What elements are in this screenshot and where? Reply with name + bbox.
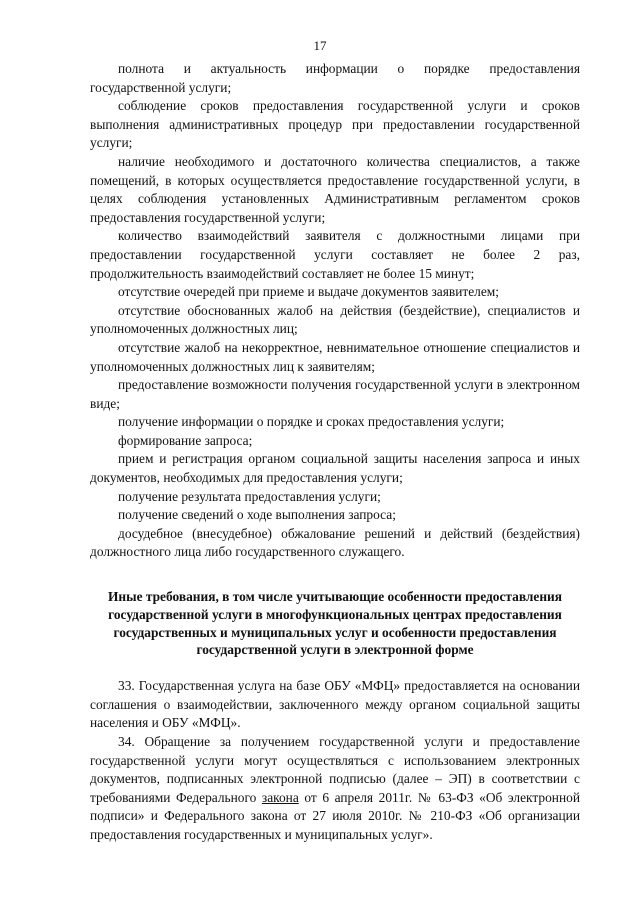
list-item: прием и регистрация органом социальной защиты населения запроса и иных документов, необходимых для предоставления услуги;: [90, 451, 580, 486]
list-item: отсутствие жалоб на некорректное, невнимательное отношение специалистов и уполномоченных должностных лиц к заявителям;: [90, 339, 580, 374]
list-item: отсутствие очередей при приеме и выдаче документов заявителем;: [118, 284, 499, 300]
page-number: 17: [313, 38, 327, 53]
paragraph-34: [90, 733, 580, 845]
document-body: [90, 60, 580, 845]
list-item: количество взаимодействий заявителя с должностными лицами при предоставлении государственной услуги составляет не более 2 раз, продолжительность взаимодействий составляет не более 15 минут;: [90, 228, 580, 281]
list-item: получение результата предоставления услуги;: [118, 488, 381, 504]
list-item: досудебное (внесудебное) обжалование решений и действий (бездействия) должностного лица либо государственного служащего.: [90, 525, 580, 560]
list-item: получение информации о порядке и сроках предоставления услуги;: [118, 414, 505, 430]
section-heading: Иные требования, в том числе учитывающие особенности предоставления государственной услуги в многофункциональных центрах предоставления государственных и муниципальных услуг и особенности предоставления государственной услуги в электронной форме: [107, 589, 563, 658]
list-item: получение сведений о ходе выполнения запроса;: [118, 507, 396, 523]
federal-law-link[interactable]: закона: [261, 789, 299, 805]
list-item: полнота и актуальность информации о порядке предоставления государственной услуги;: [90, 61, 580, 95]
list-item: наличие необходимого и достаточного количества специалистов, а также помещений, в которых осуществляется предоставление государственной услуги, в целях соблюдения установленных Административным регламентом сроков предоставления государственной услуги;: [90, 153, 580, 225]
paragraph-34-text-end: от 6 апреля 2011г. № 63-ФЗ «Об электронной подписи» и Федерального закона от 27 июля 2010г. № 210-ФЗ «Об организации предоставления государственных и муниципальных услуг».: [90, 789, 580, 842]
list-item: предоставление возможности получения государственной услуги в электронном виде;: [90, 377, 580, 411]
list-item: отсутствие обоснованных жалоб на действия (бездействие), специалистов и уполномоченных должностных лиц;: [90, 302, 580, 337]
list-item: соблюдение сроков предоставления государственной услуги и сроков выполнения административных процедур при предоставлении государственной услуги;: [90, 98, 580, 151]
paragraph-34-text-start: 34. Обращение за получением государственной услуги и предоставление государственной услуги могут осуществляться с использованием электронных документов, подписанных электронной подписью (далее – ЭП) в соответствии с требованиями Федерального: [90, 734, 580, 805]
paragraph-33: 33. Государственная услуга на базе ОБУ «МФЦ» предоставляется на основании соглашения о взаимодействии, заключенного между органом социальной защиты населения и ОБУ «МФЦ».: [90, 678, 580, 731]
list-item: формирование запроса;: [118, 432, 253, 448]
